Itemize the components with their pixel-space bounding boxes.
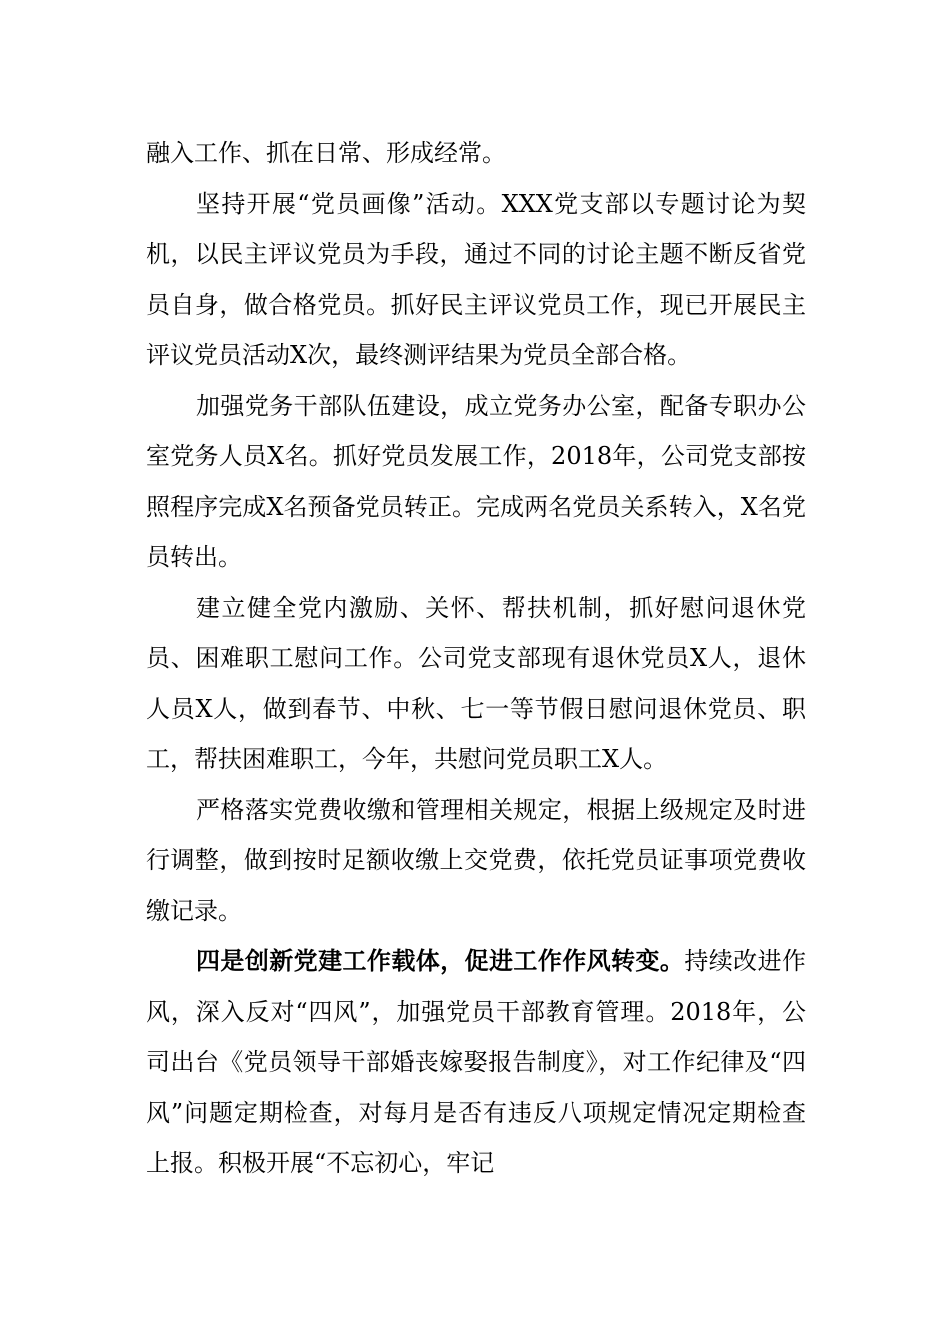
paragraph-6-text: 持续改进作风，深入反对“四风”，加强党员干部教育管理。2018年，公司出台《党员领导干部婚丧嫁娶报告制度》，对工作纪律及“四风”问题定期检查，对每月是否有违反八项规定情况定期检查上报。积极开展“不忘初心，牢记 [146,947,807,1177]
paragraph-5-text: 严格落实党费收缴和管理相关规定，根据上级规定及时进行调整，做到按时足额收缴上交党费，依托党员证事项党费收缴记录。 [146,795,806,925]
paragraph-6-lead: 四是创新党建工作载体，促进工作作风转变。 [196,947,685,975]
paragraph-3-text: 加强党务干部队伍建设，成立党务办公室，配备专职办公室党务人员X名。抓好党员发展工作，2018年，公司党支部按照程序完成X名预备党员转正。完成两名党员关系转入，X名党员转出。 [146,391,806,571]
paragraph-1 [146,128,806,179]
paragraph-3 [146,381,806,583]
paragraph-2-text: 坚持开展“党员画像”活动。XXX党支部以专题讨论为契机，以民主评议党员为手段，通过不同的讨论主题不断反省党员自身，做合格党员。抓好民主评议党员工作，现已开展民主评议党员活动X次，最终测评结果为党员全部合格。 [146,189,806,369]
document-body [146,128,806,1189]
paragraph-6 [146,936,806,1189]
paragraph-1-text: 融入工作、抓在日常、形成经常。 [146,139,506,167]
paragraph-5 [146,785,806,937]
paragraph-2 [146,179,806,381]
paragraph-4-text: 建立健全党内激励、关怀、帮扶机制，抓好慰问退休党员、困难职工慰问工作。公司党支部现有退休党员X人，退休人员X人，做到春节、中秋、七一等节假日慰问退休党员、职工，帮扶困难职工，今年，共慰问党员职工X人。 [146,593,806,773]
paragraph-4 [146,583,806,785]
